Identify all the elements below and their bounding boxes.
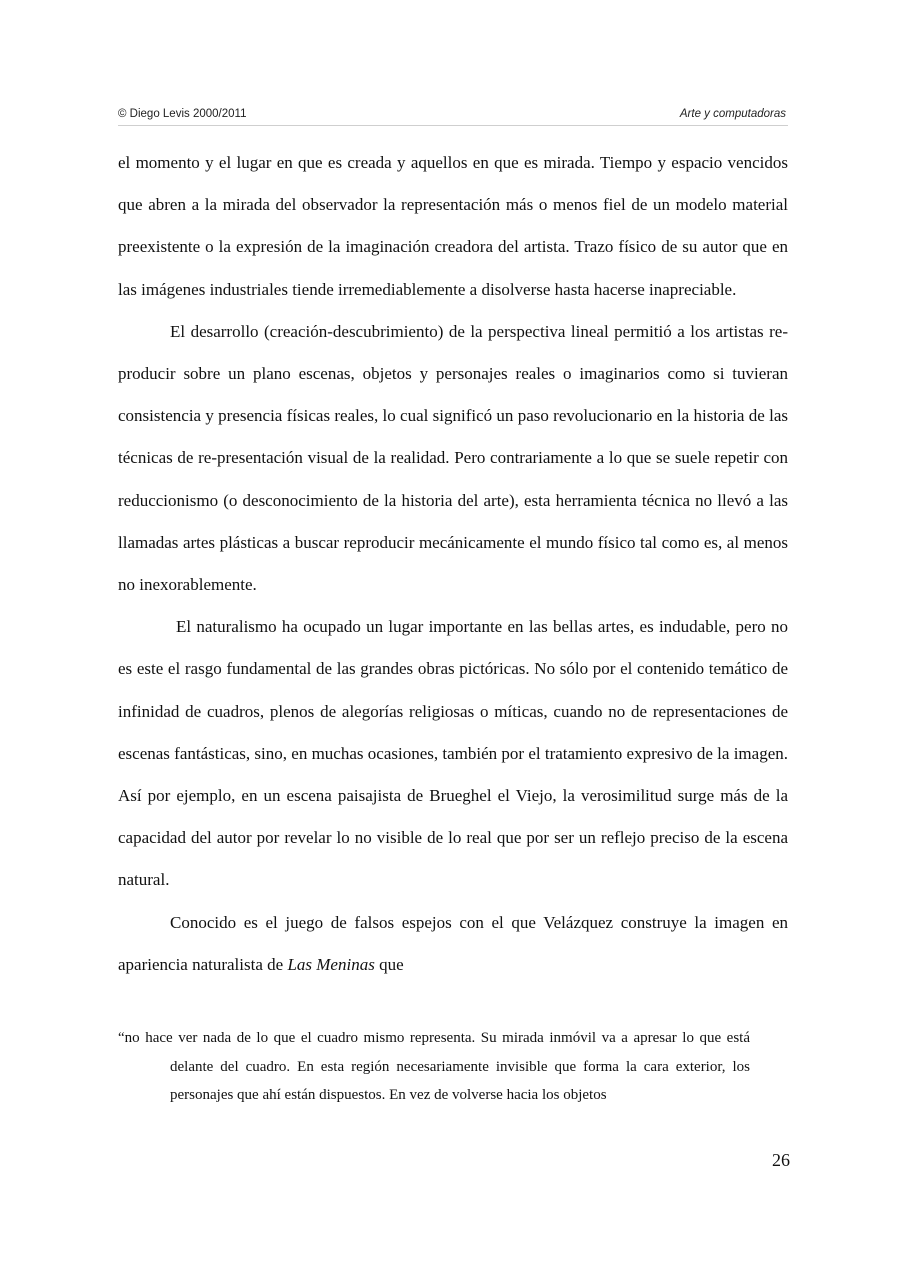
header-title: Arte y computadoras xyxy=(679,108,786,120)
paragraph-3: El naturalismo ha ocupado un lugar importante en las bellas artes, es indudable, pero no es este el rasgo fundamental de las grandes obras pictóricas. No sólo por el contenido temático de infinidad de cuadros, plenos de alegorías religiosas o míticas, cuando no de representaciones de escenas fantásticas, sino, en muchas ocasiones, también por el tratamiento expresivo de la imagen. Así por ejemplo, en un escena paisajista de Brueghel el Viejo, la verosimilitud surge más de la capacidad del autor por revelar lo no visible de lo real que por ser un reflejo preciso de la escena natural. xyxy=(118,617,788,890)
page-header xyxy=(118,107,788,126)
paragraph-4-start: Conocido es el juego de falsos espejos con el que Velázquez construye la imagen en apariencia naturalista de xyxy=(118,912,788,974)
page-number: 26 xyxy=(772,1150,790,1170)
quote-text: “no hace ver nada de lo que el cuadro mismo representa. Su mirada inmóvil va a apresar lo que está delante del cuadro. En esta región necesariamente invisible que forma la cara exterior, los personajes que ahí están dispuestos. En vez de volverse hacia los objetos xyxy=(118,1030,750,1103)
paragraph-4 xyxy=(118,902,788,986)
header-copyright: © Diego Levis 2000/2011 xyxy=(118,108,247,120)
paragraph-4-end: que xyxy=(374,954,404,974)
body-text xyxy=(118,142,788,986)
artwork-title: Las Meninas xyxy=(287,954,375,974)
block-quote xyxy=(118,1024,750,1110)
paragraph-1: el momento y el lugar en que es creada y aquellos en que es mirada. Tiempo y espacio vencidos que abren a la mirada del observador la representación más o menos fiel de un modelo material preexistente o la expresión de la imaginación creadora del artista. Trazo físico de su autor que en las imágenes industriales tiende irremediablemente a disolverse hasta hacerse inapreciable. xyxy=(118,153,788,299)
paragraph-2: El desarrollo (creación-descubrimiento) de la perspectiva lineal permitió a los artistas re-producir sobre un plano escenas, objetos y personajes reales o imaginarios como si tuvieran consistencia y presencia físicas reales, lo cual significó un paso revolucionario en la historia de las técnicas de re-presentación visual de la realidad. Pero contrariamente a lo que se suele repetir con reduccionismo (o desconocimiento de la historia del arte), esta herramienta técnica no llevó a las llamadas artes plásticas a buscar reproducir mecánicamente el mundo físico tal como es, al menos no inexorablemente. xyxy=(118,321,788,595)
